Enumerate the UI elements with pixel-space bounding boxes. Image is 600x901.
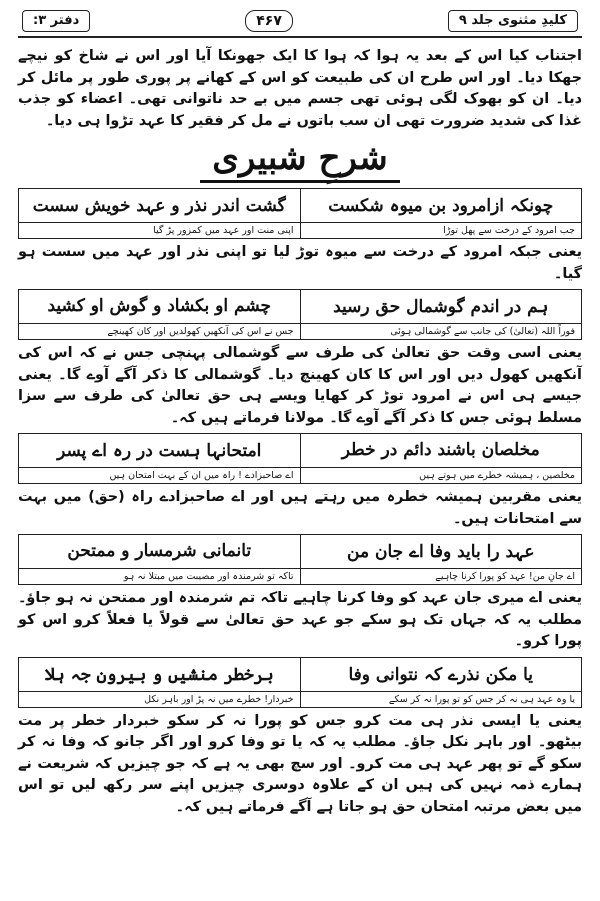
- explanation-5: یعنی یا ایسی نذر ہی مت کرو جس کو پورا نہ کر سکو خبردار خطر پر مت بیٹھو۔ اور باہر نکل جاؤ۔ مطلب یہ کہ یا تو وفا کرو اور اگر جانو کہ وفا نہ کر سکو گے تو پھر عہد ہی مت کرو۔ اور سچ بھی یہ ہے کہ جو چیزیں کہ شریعت نے ہمارے ذمہ نہیں کی ہیں ان کے علاوہ دوسری چیزیں اپنے سر رکھ لیں تو اس میں بعض مرتبہ امتحان حق ہو جاتا ہے آگے فرماتے ہیں کہ۔: [18, 712, 582, 815]
- verse-3-second-hemistich: امتحانہا ہست در رہ اے پسر: [19, 434, 301, 467]
- verse-box-3: [18, 433, 582, 484]
- section-label: دفتر ۳:: [22, 10, 90, 32]
- title-underline: [200, 180, 400, 183]
- verse-1-first-hemistich: چونکہ ازامرود بن میوہ شکست: [328, 196, 554, 216]
- verse-5-translation-second: خبردار! خطرے میں نہ پڑ اور باہر نکل: [19, 692, 301, 707]
- verse-box-5: [18, 657, 582, 708]
- verse-box-1: [18, 188, 582, 239]
- verse-2-first-hemistich: ہم در اندم گوشمال حق رسید: [333, 297, 549, 317]
- verse-1-translation-second: اپنی منت اور عہد میں کمزور پڑ گیا: [19, 223, 301, 238]
- verse-1-translation-first: جب امرود کے درخت سے پھل توڑا: [443, 225, 575, 236]
- verse-4-first-hemistich: عہد را باید وفا اے جان من: [347, 542, 535, 562]
- verse-5-translation-first: یا وہ عہد ہی نہ کر جس کو تو پورا نہ کر سکے: [388, 693, 575, 705]
- verse-2-translation-second: جس نے اس کی آنکھیں کھولدیں اور کان کھینچے: [19, 324, 301, 339]
- verse-5-second-hemistich: برخطر منشیں و بیرون جہ ہلا: [19, 658, 301, 691]
- commentary-title: شرحِ شبیری: [212, 138, 388, 178]
- verse-3-first-hemistich: مخلصان باشند دائم در خطر: [341, 440, 540, 460]
- explanation-3: یعنی مقربین ہمیشہ خطرہ میں رہتے ہیں اور اے صاحبزادے راہ (حق) میں بہت سے امتحانات ہیں۔: [18, 489, 582, 527]
- explanation-4: یعنی اے میری جان عہد کو وفا کرنا چاہیے تاکہ تم شرمندہ اور ممتحن نہ ہو جاؤ۔ مطلب یہ کہ جہاں تک ہو سکے جو عہد حق تعالیٰ سے قولاً یا فعلاً کرو اس کو پورا کرو۔: [18, 590, 582, 649]
- commentary-heading: [18, 138, 582, 184]
- page-header: [18, 8, 582, 38]
- verse-4-second-hemistich: تانمانی شرمسار و ممتحن: [19, 535, 301, 568]
- verse-1-second-hemistich: گشت اندر نذر و عہد خویش سست: [19, 189, 301, 222]
- explanation-2: یعنی اسی وقت حق تعالیٰ کی طرف سے گوشمالی پہنچی جس نے کہ اس کی آنکھیں کھول دیں اور اس کا کان کھینچ دیا۔ گوشمالی کا ذکر آگے آوے گا۔ یعنی جیسے ہی اس نے امرود توڑ کر کھایا ویسے ہی حق تعالیٰ کی طرف سے سزا مسلط ہوئی جس کا ذکر آگے آوے گا۔ مولانا فرماتے ہیں کہ۔: [18, 345, 582, 426]
- verse-box-4: [18, 534, 582, 585]
- verse-4-translation-first: اے جانِ من! عہد کو پورا کرنا چاہیے: [435, 571, 575, 582]
- verse-box-2: [18, 289, 582, 340]
- verse-4-translation-second: تاکہ تو شرمندہ اور مصیبت میں مبتلا نہ ہو: [19, 569, 301, 584]
- verse-2-translation-first: فوراً اللہ (تعالیٰ) کی جانب سے گوشمالی ہوئی: [390, 326, 575, 337]
- explanation-1: یعنی جبکہ امرود کے درخت سے میوہ توڑ لیا تو اپنی نذر اور عہد میں سست ہو گیا۔: [18, 244, 582, 282]
- verse-3-translation-second: اے صاحبزادے ! راہ میں ان کے بہت امتحان ہیں: [19, 468, 301, 483]
- paragraph-intro: اجتناب کیا اس کے بعد یہ ہوا کہ ہوا کا ایک جھونکا آیا اور اس نے شاخ کو نیچے جھکا دیا۔ اور اس طرح ان کی طبیعت کو اس کے کھانے پر پوری طور پر مائل کر دیا۔ ان کو بھوک لگی ہوئی تھی جسم میں بے حد ناتوانی تھی۔ اعضاء کو جذب غذا کی شدید ضرورت تھی ان سب باتوں نے مل کر فقیر کا عہد تڑوا ہی دیا۔: [18, 48, 582, 129]
- page-number: ۴۶۷: [245, 10, 293, 32]
- book-title: کلیدِ مثنوی جلد ۹: [448, 10, 578, 32]
- verse-2-second-hemistich: چشم او بکشاد و گوش او کشید: [19, 290, 301, 323]
- verse-5-first-hemistich: یا مکن نذرے کہ نتوانی وفا: [348, 664, 534, 685]
- verse-3-translation-first: مخلصین ، ہمیشہ خطرے میں ہوتے ہیں: [419, 470, 575, 481]
